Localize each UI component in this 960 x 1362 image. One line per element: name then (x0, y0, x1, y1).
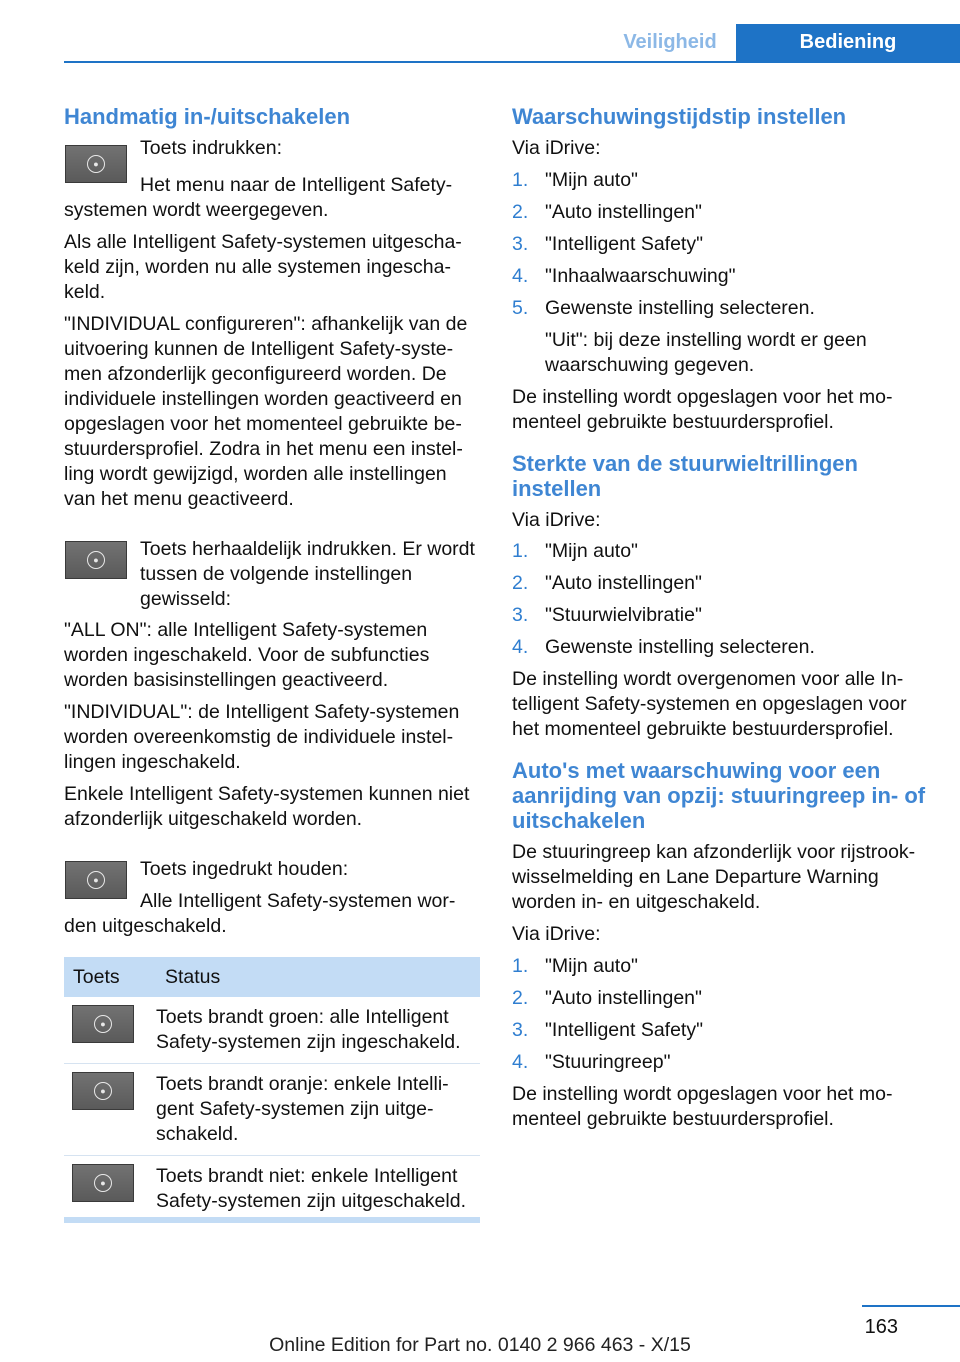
block2-more (64, 618, 482, 838)
via-idrive: Via iDrive: (512, 508, 601, 531)
list-item: 2. "Auto instellingen" (512, 986, 702, 1009)
steps-list-3 (512, 954, 930, 1075)
list-item: 3. "Intelligent Safety" (512, 1018, 704, 1041)
block1-p1: Het menu naar de Intelligent Safety-systemen wordt weergegeven. (64, 174, 453, 221)
block1-p2: Als alle Intelligent Safety-systemen uitgescha-keld zijn, worden nu alle systemen ingescha-keld. (64, 230, 462, 303)
block3-p1: Alle Intelligent Safety-systemen wor-den uitgeschakeld. (64, 889, 456, 937)
page-number: 163 (864, 1316, 898, 1338)
steps-list-1 (512, 168, 930, 321)
block2-p2: "ALL ON": alle Intelligent Safety-systemen worden ingeschakeld. Voor de subfuncties worden basisinstellingen geactiveerd. (64, 619, 430, 691)
block2-text (64, 537, 482, 612)
list-item: 4. "Inhaalwaarschuwing" (512, 264, 736, 287)
table-header-toets: Toets (64, 957, 156, 997)
s3-p1: De stuuringreep kan afzonderlijk voor rijstrook-wisselmelding en Lane Departure Warning worden in- en uitgeschakeld. (512, 841, 916, 914)
list-item: 3. "Intelligent Safety" (512, 232, 704, 255)
block1-p3: "INDIVIDUAL configureren": afhankelijk van de uitvoering kunnen de Intelligent Safety-syste-men afzonderlijk geconfigureerd worden. De individuele instellingen worden geactiveerd en opgeslagen voor het momenteel gebruikte be-stuurdersprofiel. Zodra in het menu een instel-ling wordt gewijzigd, worden alle instellingen van het menu geactiveerd. (64, 312, 468, 510)
right-column (512, 104, 930, 1139)
safety-key-button (72, 1164, 134, 1202)
footer-edition: Online Edition for Part no. 0140 2 966 463 - X/15 (269, 1334, 691, 1356)
via-idrive: Via iDrive: (512, 137, 601, 159)
table-header-row (64, 957, 480, 997)
intelligent-safety-key-icon: ● (94, 1174, 112, 1192)
tab-veiligheid[interactable]: Veiligheid (623, 31, 717, 53)
list-item: 3. "Stuurwielvibratie" (512, 604, 702, 627)
block1-line1: Toets indrukken: (140, 137, 282, 159)
list-item: 1. "Mijn auto" (512, 954, 638, 977)
intelligent-safety-key-icon: ● (94, 1082, 112, 1100)
block1-text (64, 173, 482, 518)
list-item: 1. "Mijn auto" (512, 168, 638, 191)
intelligent-safety-key-icon: ● (87, 551, 105, 569)
header-rule (64, 61, 960, 63)
block3-text (64, 857, 482, 946)
section-title-warning-time: Waarschuwingstijdstip instellen (512, 104, 847, 129)
table-row (64, 1156, 480, 1223)
block2-p3: "INDIVIDUAL": de Intelligent Safety-systemen worden overeenkomstig de individuele instel-lingen ingeschakeld. (64, 700, 460, 773)
list-item: 4. "Stuuringreep" (512, 1050, 671, 1073)
intelligent-safety-key-icon: ● (87, 155, 105, 173)
table-cell-status: Toets brandt groen: alle Intelligent Safety-systemen zijn ingeschakeld. (156, 997, 480, 1064)
list-item: 2. "Auto instellingen" (512, 572, 702, 595)
s1-after: De instelling wordt opgeslagen voor het mo-menteel gebruikte bestuurdersprofiel. (512, 385, 893, 433)
steps-list-2 (512, 539, 930, 660)
table-row (64, 1064, 480, 1156)
block2-p1: Toets herhaaldelijk indrukken. Er wordt tussen de volgende instellingen gewisseld: (140, 538, 475, 610)
tab-bediening[interactable]: Bediening (736, 24, 960, 61)
step-note: "Uit": bij deze instelling wordt er geen waarschuwing gegeven. (545, 328, 867, 376)
safety-key-button (72, 1072, 134, 1110)
key-status-table (64, 957, 480, 1222)
section-title-steering: Auto's met waarschuwing voor een aanrijding van opzij: stuuringreep in- of uitschakelen (512, 758, 926, 834)
list-item: 5. Gewenste instelling selecteren. (512, 296, 815, 319)
block3-line1: Toets ingedrukt houden: (140, 858, 349, 880)
table-bottom-rule (64, 1217, 480, 1223)
block2-p4: Enkele Intelligent Safety-systemen kunnen niet afzonderlijk uitgeschakeld worden. (64, 782, 470, 830)
list-item: 4. Gewenste instelling selecteren. (512, 636, 815, 659)
footer-rule (862, 1305, 960, 1307)
safety-key-button (72, 1005, 134, 1043)
via-idrive: Via iDrive: (512, 923, 601, 946)
table-cell-status: Toets brandt niet: enkele Intelligent Safety-systemen zijn uitgeschakeld. (156, 1165, 466, 1212)
section-title-vibration: Sterkte van de stuurwieltrillingen instellen (512, 450, 858, 501)
list-item: 1. "Mijn auto" (512, 540, 638, 563)
intelligent-safety-key-icon: ● (94, 1015, 112, 1033)
table-header-status: Status (156, 957, 480, 997)
section-title-manual: Handmatig in-/uitschakelen (64, 104, 351, 129)
s3-after: De instelling wordt opgeslagen voor het mo-menteel gebruikte bestuurdersprofiel. (512, 1082, 893, 1130)
table-row (64, 997, 480, 1064)
intelligent-safety-key-icon: ● (87, 871, 105, 889)
s2-after: De instelling wordt overgenomen voor alle In-telligent Safety-systemen en opgeslagen voor het momenteel gebruikte bestuurdersprofiel. (512, 668, 907, 741)
list-item: 2. "Auto instellingen" (512, 200, 702, 223)
table-cell-status: Toets brandt oranje: enkele Intelli-gent Safety-systemen zijn uitge-schakeld. (156, 1064, 480, 1156)
